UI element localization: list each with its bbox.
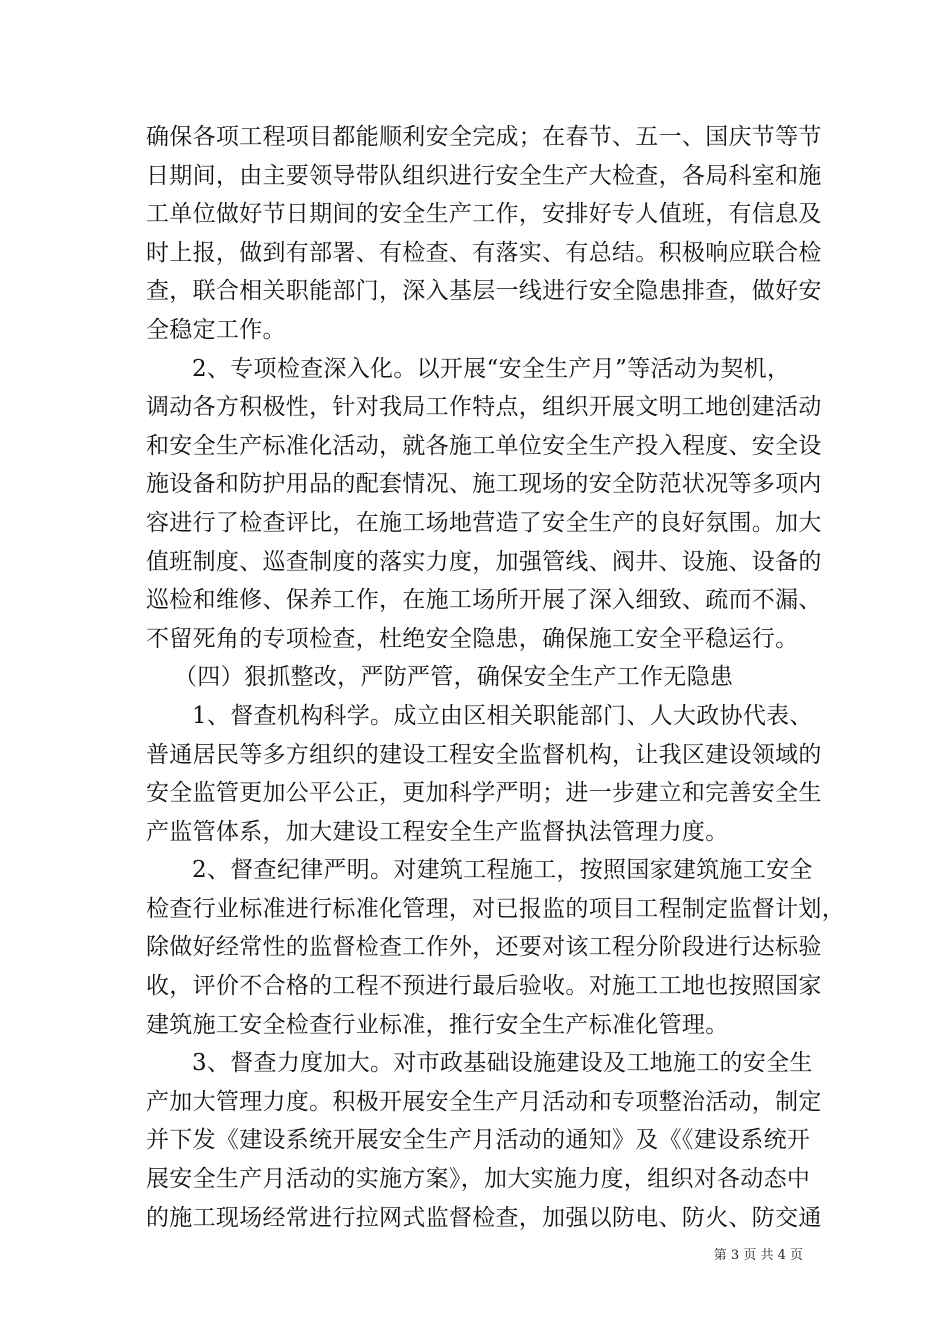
document-body <box>146 118 845 1237</box>
text-line: 和安全生产标准化活动，就各施工单位安全生产投入程度、安全设 <box>146 432 822 459</box>
text-line: 容进行了检查评比，在施工场地营造了安全生产的良好氛围。加大 <box>146 509 822 536</box>
text-line: 建筑施工安全检查行业标准，推行安全生产标准化管理。 <box>146 1011 729 1038</box>
text-line: 产监管体系，加大建设工程安全生产监督执法管理力度。 <box>146 818 729 845</box>
text-line: 全稳定工作。 <box>146 316 286 343</box>
text-line: 展安全生产月活动的实施方案》，加大实施力度，组织对各动态中 <box>146 1166 811 1193</box>
text-line: 并下发《建设系统开展安全生产月活动的通知》及《《建设系统开 <box>146 1127 811 1154</box>
text-line: 收，评价不合格的工程不预进行最后验收。对施工工地也按照国家 <box>146 973 822 1000</box>
text-line: 巡检和维修、保养工作，在施工场所开展了深入细致、疏而不漏、 <box>146 587 822 614</box>
text-line: 调动各方积极性，针对我局工作特点，组织开展文明工地创建活动 <box>146 394 822 421</box>
text-line: 不留死角的专项检查，杜绝安全隐患，确保施工安全平稳运行。 <box>146 625 799 652</box>
text-line: 产加大管理力度。积极开展安全生产月活动和专项整治活动，制定 <box>146 1088 822 1115</box>
paragraph-start-line: 3、督查力度加大。对市政基础设施建设及工地施工的安全生 <box>192 1050 813 1077</box>
text-line: 值班制度、巡查制度的落实力度，加强管线、阀井、设施、设备的 <box>146 548 822 575</box>
paragraph-start-line: 1、督查机构科学。成立由区相关职能部门、人大政协代表、 <box>192 702 813 729</box>
text-line: 时上报，做到有部署、有检查、有落实、有总结。积极响应联合检 <box>146 239 822 266</box>
section-heading: （四）狠抓整改，严防严管，确保安全生产工作无隐患 <box>174 664 734 691</box>
text-line: 普通居民等多方组织的建设工程安全监督机构，让我区建设领域的 <box>146 741 822 768</box>
text-line: 施设备和防护用品的配套情况、施工现场的安全防范状况等多项内 <box>146 471 822 498</box>
text-line: 确保各项工程项目都能顺利安全完成；在春节、五一、国庆节等节 <box>146 124 822 150</box>
text-line: 检查行业标准进行标准化管理，对已报监的项目工程制定监督计划， <box>146 895 845 922</box>
text-line: 查，联合相关职能部门，深入基层一线进行安全隐患排查，做好安 <box>146 278 822 305</box>
text-line: 安全监管更加公平公正，更加科学严明；进一步建立和完善安全生 <box>146 780 822 807</box>
paragraph-start-line: 2、督查纪律严明。对建筑工程施工，按照国家建筑施工安全 <box>192 857 813 884</box>
text-line: 工单位做好节日期间的安全生产工作，安排好专人值班，有信息及 <box>146 201 822 228</box>
text-line: 除做好经常性的监督检查工作外，还要对该工程分阶段进行达标验 <box>146 934 822 961</box>
text-line: 的施工现场经常进行拉网式监督检查，加强以防电、防火、防交通 <box>146 1204 822 1231</box>
page-number: 第 3 页 共 4 页 <box>713 1248 803 1263</box>
paragraph-start-line: 2、专项检查深入化。以开展“安全生产月”等活动为契机， <box>192 355 791 382</box>
text-line: 日期间，由主要领导带队组织进行安全生产大检查，各局科室和施 <box>146 162 822 189</box>
